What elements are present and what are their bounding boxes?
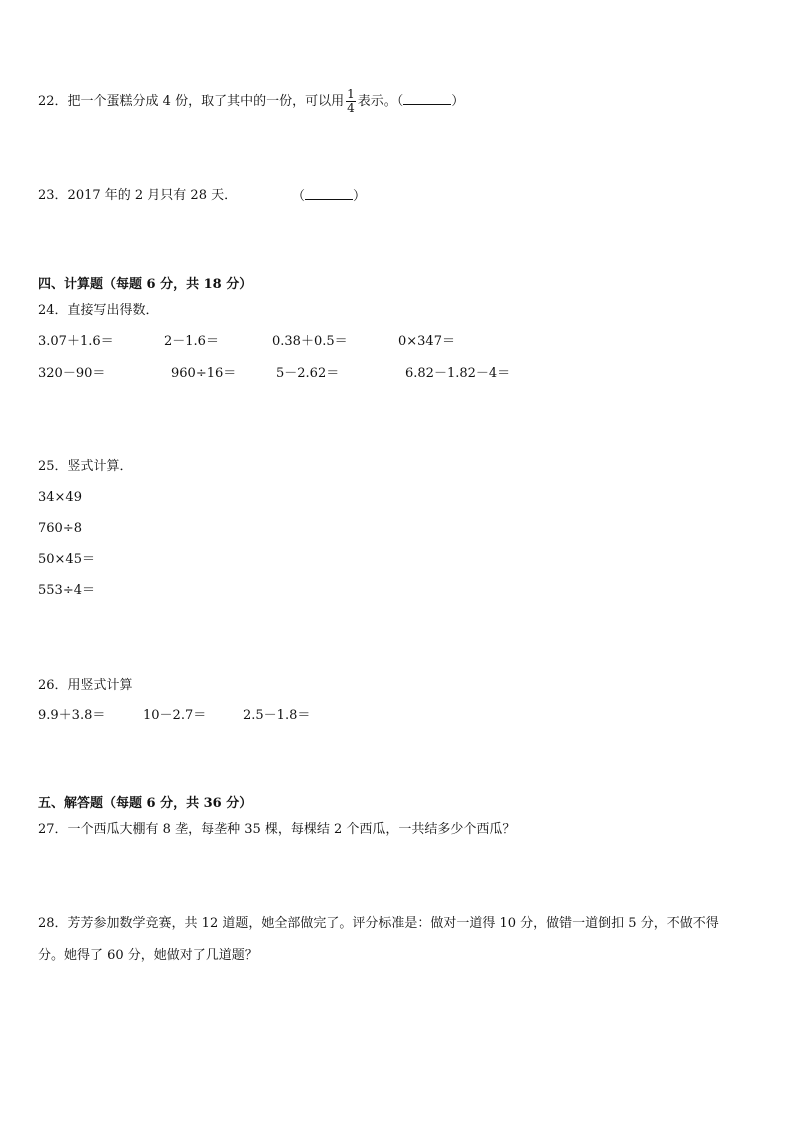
fraction-denominator: 4 xyxy=(347,101,355,115)
q26-title: 26．用竖式计算 xyxy=(38,678,133,693)
question-22 xyxy=(38,88,464,115)
q25-item: 34×49 xyxy=(38,490,82,505)
q24-item: 960÷16＝ xyxy=(171,366,237,381)
fraction-numerator: 1 xyxy=(347,87,355,101)
q24-item: 2－1.6＝ xyxy=(164,334,219,349)
q22-close-paren: ） xyxy=(451,94,465,109)
question-28-line-1: 28．芳芳参加数学竞赛，共 12 道题，她全部做完了。评分标准是：做对一道得 10 分，做错一道倒扣 5 分，不做不得 xyxy=(38,916,719,931)
section-5-title: 五、解答题（每题 6 分，共 36 分） xyxy=(38,796,253,811)
q24-item: 320－90＝ xyxy=(38,366,106,381)
question-27: 27．一个西瓜大棚有 8 垄，每垄种 35 棵，每棵结 2 个西瓜，一共结多少个西瓜？ xyxy=(38,822,516,837)
q22-suffix: 表示。（ xyxy=(357,94,404,109)
q26-item: 10－2.7＝ xyxy=(143,708,207,723)
q25-item: 553÷4＝ xyxy=(38,583,95,598)
q23-close-paren: ） xyxy=(353,189,367,204)
section-4-title: 四、计算题（每题 6 分，共 18 分） xyxy=(38,277,253,292)
q24-item: 6.82－1.82－4＝ xyxy=(405,366,511,381)
q22-answer-blank[interactable] xyxy=(403,93,451,105)
q23-text: 23．2017 年的 2 月只有 28 天． xyxy=(38,188,238,203)
question-23 xyxy=(38,188,237,204)
q26-item: 2.5－1.8＝ xyxy=(243,708,311,723)
q24-item: 3.07＋1.6＝ xyxy=(38,334,114,349)
q22-prefix: 22．把一个蛋糕分成 4 份，取了其中的一份，可以用 xyxy=(38,94,345,109)
question-28-line-2: 分。她得了 60 分，她做对了几道题？ xyxy=(38,948,258,963)
fraction-one-quarter xyxy=(346,88,356,115)
q23-answer xyxy=(292,188,366,205)
q23-open-paren: （ xyxy=(292,189,306,204)
q25-title: 25．竖式计算． xyxy=(38,459,133,474)
q24-title: 24．直接写出得数． xyxy=(38,303,159,318)
q26-item: 9.9＋3.8＝ xyxy=(38,708,106,723)
q25-item: 760÷8 xyxy=(38,521,82,536)
q24-item: 0×347＝ xyxy=(398,334,455,349)
q24-item: 5－2.62＝ xyxy=(276,366,340,381)
q25-item: 50×45＝ xyxy=(38,552,95,567)
q23-answer-blank[interactable] xyxy=(305,188,353,200)
q24-item: 0.38＋0.5＝ xyxy=(272,334,348,349)
